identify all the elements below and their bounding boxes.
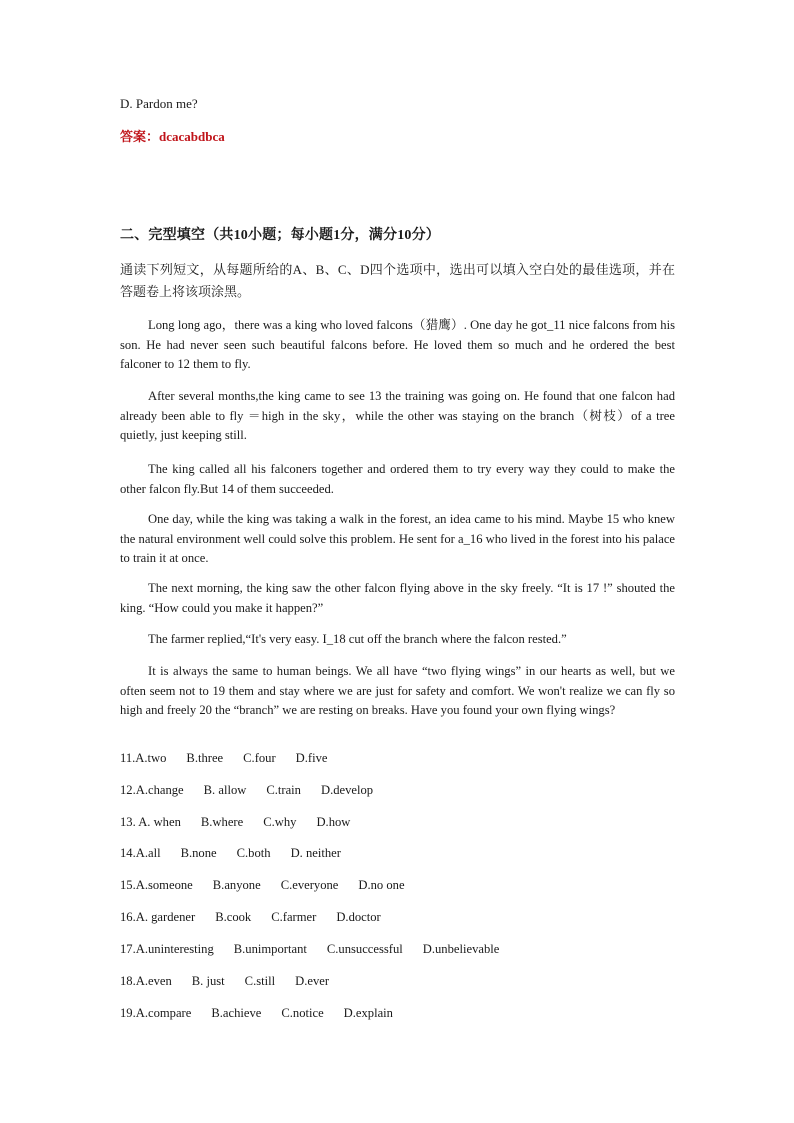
q19-option-c: C.notice [281, 1006, 324, 1020]
q13-option-a: 13. A. when [120, 815, 181, 829]
passage-paragraph-1: Long long ago，there was a king who loved falcons（猎鹰）. One day he got_11 nice falcons from his son. He had never seen such beautiful falcons before. He loved them so much and he ordered the best falconer to 12 them to fly. [120, 318, 675, 371]
q12-option-a: 12.A.change [120, 783, 184, 797]
q18-option-c: C.still [244, 974, 276, 988]
question-12 [120, 782, 393, 798]
q11-option-d: D.five [295, 751, 328, 765]
q11-option-c: C.four [243, 751, 276, 765]
q17-option-b: B.unimportant [233, 942, 307, 956]
q13-option-c: C.why [263, 815, 297, 829]
question-16 [120, 909, 401, 925]
q14-option-a: 14.A.all [120, 846, 161, 860]
q18-option-a: 18.A.even [120, 974, 172, 988]
q17-option-c: C.unsuccessful [326, 942, 403, 956]
q13-option-b: B.where [200, 815, 244, 829]
q18-option-b: B. just [191, 974, 225, 988]
q15-option-a: 15.A.someone [120, 878, 193, 892]
q16-option-d: D.doctor [336, 910, 381, 924]
answer-key: 答案：dcacabdbca [120, 129, 225, 144]
q19-option-d: D.explain [343, 1006, 393, 1020]
q12-option-c: C.train [266, 783, 301, 797]
q11-option-a: 11.A.two [120, 751, 167, 765]
question-15 [120, 877, 425, 893]
passage-paragraph-7: It is always the same to human beings. We all have “two flying wings” in our hearts as well, but we often seem not to 19 them and stay where we are just for safety and comfort. We won't realize we can fly so high and freely 20 the “branch” we are resting on breaks. Have you found your own flying wings? [120, 664, 675, 717]
q15-option-c: C.everyone [280, 878, 339, 892]
q12-option-b: B. allow [203, 783, 247, 797]
q17-option-a: 17.A.uninteresting [120, 942, 214, 956]
passage-paragraph-5: The next morning, the king saw the other falcon flying above in the sky freely. “It is 17 !” shouted the king. “How could you make it happen?” [120, 581, 675, 615]
passage-paragraph-3: The king called all his falconers together and ordered them to try every way they could to make the other falcon fly.But 14 of them succeeded. [120, 462, 675, 496]
q16-option-a: 16.A. gardener [120, 910, 196, 924]
question-13 [120, 814, 370, 830]
passage-paragraph-4: One day, while the king was taking a walk in the forest, an idea came to his mind. Maybe 15 who knew the natural environment well could solve this problem. He sent for a_16 who lived in the forest into his palace to train it at once. [120, 512, 675, 565]
q18-option-d: D.ever [295, 974, 330, 988]
passage-paragraph-2: After several months,the king came to see 13 the training was going on. He found that one falcon had already been able to fly ＝high in the sky，while the other was staying on the branch（树枝）of a tree quietly, just keeping still. [120, 389, 675, 442]
q14-option-b: B.none [180, 846, 217, 860]
q11-option-b: B.three [186, 751, 224, 765]
q15-option-b: B.anyone [212, 878, 261, 892]
section-instructions: 通读下列短文，从每题所给的A、B、C、D四个选项中，选出可以填入空白处的最佳选项，并在答题卷上将该项涂黑。 [120, 262, 675, 299]
q16-option-b: B.cook [215, 910, 252, 924]
question-14 [120, 845, 361, 861]
q17-option-d: D.unbelievable [422, 942, 500, 956]
q19-option-a: 19.A.compare [120, 1006, 192, 1020]
q16-option-c: C.farmer [271, 910, 317, 924]
q19-option-b: B.achieve [211, 1006, 262, 1020]
q15-option-d: D.no one [358, 878, 405, 892]
passage-paragraph-6: The farmer replied,“It's very easy. I_18 cut off the branch where the falcon rested.” [148, 632, 567, 646]
question-11 [120, 750, 348, 766]
q14-option-c: C.both [236, 846, 271, 860]
section-title: 二、完型填空（共10小题；每小题1分，满分10分） [120, 228, 440, 243]
q12-option-d: D.develop [320, 783, 374, 797]
prev-question-option-d: D. Pardon me? [120, 96, 198, 111]
q13-option-d: D.how [316, 815, 351, 829]
question-19 [120, 1005, 413, 1021]
question-17 [120, 941, 519, 957]
question-18 [120, 973, 349, 989]
q14-option-d: D. neither [290, 846, 341, 860]
